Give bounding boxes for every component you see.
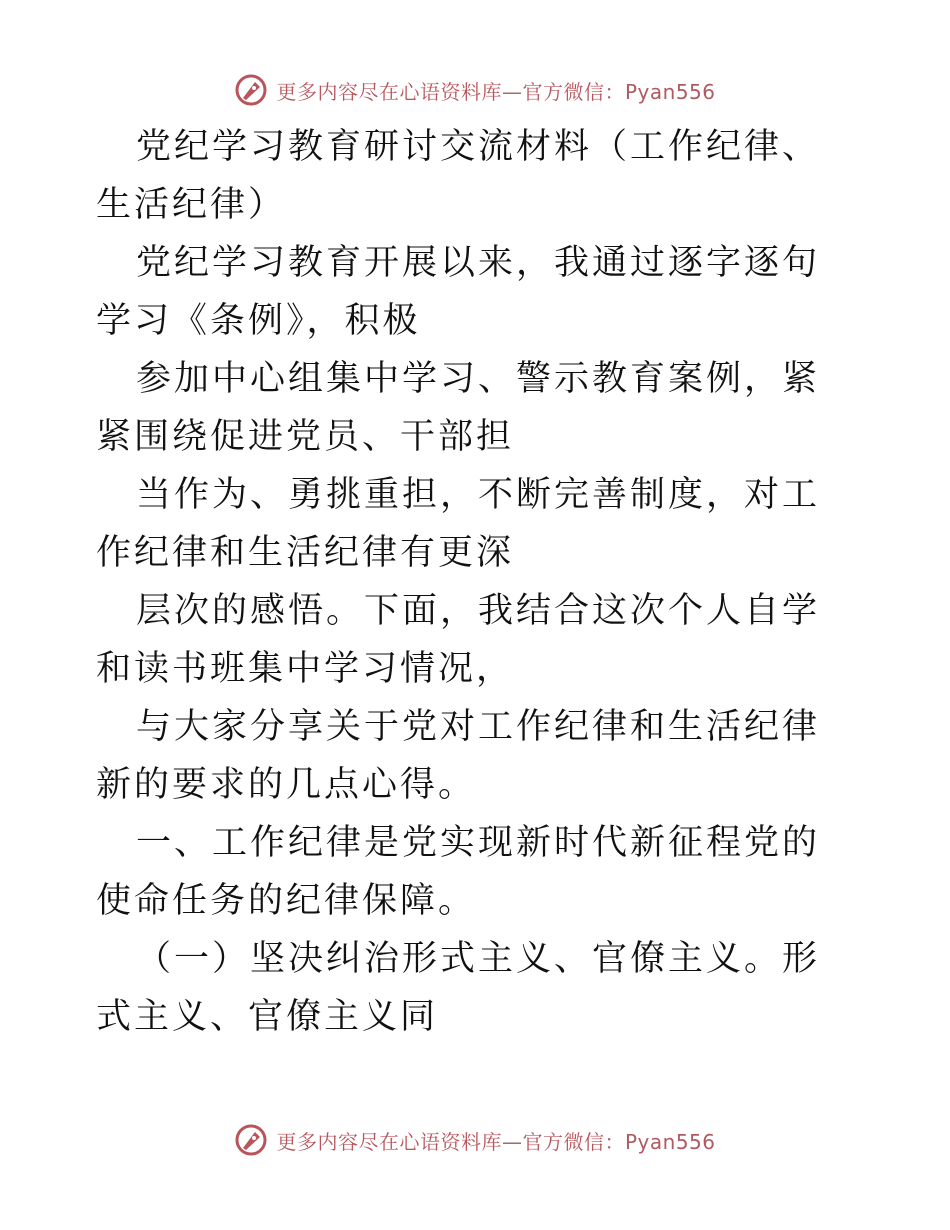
section-heading: 一、工作纪律是党实现新时代新征程党的使命任务的纪律保障。 <box>96 823 821 921</box>
watermark-site-text: 更多内容尽在心语资料库 <box>276 79 502 104</box>
paragraph: 党纪学习教育开展以来，我通过逐字逐句学习《条例》，积极 <box>96 243 821 341</box>
watermark-wechat-label: 官方微信： <box>522 1129 625 1154</box>
watermark-separator: — <box>501 1129 523 1154</box>
watermark-wechat-id: Pyan556 <box>624 1129 716 1154</box>
pen-nib-logo-icon <box>234 1123 268 1157</box>
footer-watermark <box>0 1120 950 1160</box>
watermark-site-text: 更多内容尽在心语资料库 <box>276 1129 502 1154</box>
watermark-wechat-id: Pyan556 <box>624 79 716 104</box>
watermark-text <box>276 1126 715 1155</box>
paragraph: 层次的感悟。下面，我结合这次个人自学和读书班集中学习情况， <box>96 591 821 689</box>
subsection-heading: （一）坚决纠治形式主义、官僚主义。形式主义、官僚主义同 <box>96 939 821 1037</box>
document-title: 党纪学习教育研讨交流材料（工作纪律、生活纪律） <box>96 127 821 225</box>
watermark-text <box>276 76 715 105</box>
pen-nib-logo-icon <box>234 73 268 107</box>
paragraph: 与大家分享关于党对工作纪律和生活纪律新的要求的几点心得。 <box>96 707 821 805</box>
watermark-wechat-label: 官方微信： <box>522 79 625 104</box>
header-watermark <box>0 70 950 110</box>
watermark-separator: — <box>501 79 523 104</box>
paragraph: 参加中心组集中学习、警示教育案例，紧紧围绕促进党员、干部担 <box>96 359 821 457</box>
paragraph: 当作为、勇挑重担，不断完善制度，对工作纪律和生活纪律有更深 <box>96 475 821 573</box>
document-body <box>96 118 856 1046</box>
